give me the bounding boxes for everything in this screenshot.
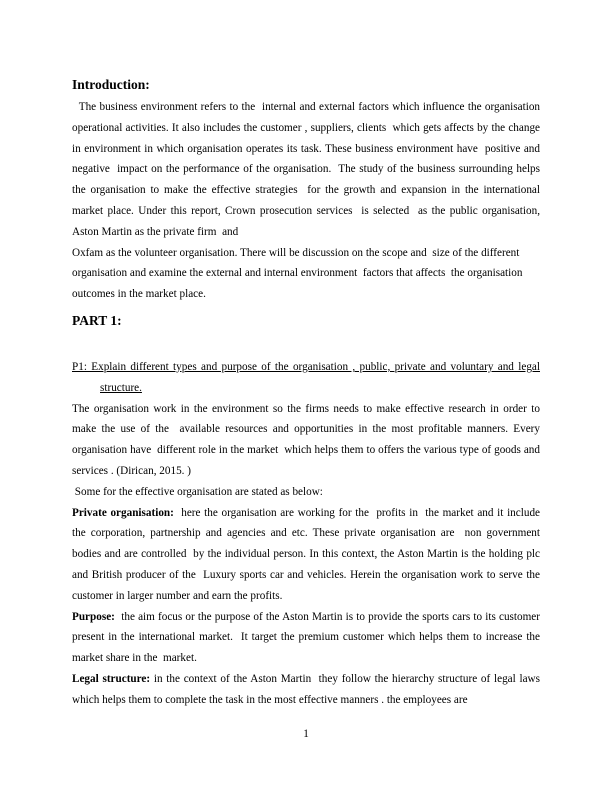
part1-paragraph: The organisation work in the environment so the firms needs to make effective research in order to make the use of the available resources and opportunities in the most profitable manners. Every organisation have different role in the market which helps them to offers the various type of goods and services . (Dirican, 2015. ) — [72, 402, 543, 477]
question-p1: P1: Explain different types and purpose of the organisation , public, private and voluntary and legal structure. — [72, 360, 540, 394]
introduction-paragraph-continued: Oxfam as the volunteer organisation. There will be discussion on the scope and size of the different organisation and examine the external and internal environment factors that affects the organisation outcomes in the market place. — [72, 246, 526, 301]
private-organisation-label: Private organisation: — [72, 506, 174, 519]
purpose-paragraph — [72, 607, 543, 669]
document-page — [72, 76, 546, 711]
private-organisation-text: here the organisation are working for the profits in the market and it include the corporation, partnership and agencies and etc. These private organisation are non government bodies and are controlled by the individual person. In this context, the Aston Martin is the holding plc and British producer of the Luxury sports car and vehicles. Herein the organisation work to serve the customer in larger number and earn the profits. — [72, 506, 546, 602]
part1-heading: PART 1: — [72, 312, 122, 328]
page-number: 1 — [303, 728, 309, 740]
private-organisation-paragraph — [72, 503, 546, 607]
purpose-text: the aim focus or the purpose of the Aston Martin is to provide the sports cars to its customer present in the international market. It target the premium customer which helps them to increase the market share in the market. — [72, 610, 543, 665]
introduction-heading: Introduction: — [72, 77, 150, 92]
introduction-paragraph: The business environment refers to the internal and external factors which influence the organisation operational activities. It also includes the customer , suppliers, clients which gets affects by the change in environment in which organisation operates its task. These business environment have positive and negative impact on the performance of the organisation. The study of the business surrounding helps the organisation to make the effective strategies for the growth and expansion in the international market place. Under this report, Crown prosecution services is selected as the public organisation, Aston Martin as the private firm and — [72, 101, 543, 238]
legal-structure-paragraph — [72, 669, 543, 711]
part1-intro-list: Some for the effective organisation are stated as below: — [72, 485, 323, 498]
legal-structure-text: in the context of the Aston Martin they follow the hierarchy structure of legal laws which helps them to complete the task in the most effective manners . the employees are — [72, 672, 543, 706]
purpose-label: Purpose: — [72, 610, 115, 623]
legal-structure-label: Legal structure: — [72, 672, 151, 685]
